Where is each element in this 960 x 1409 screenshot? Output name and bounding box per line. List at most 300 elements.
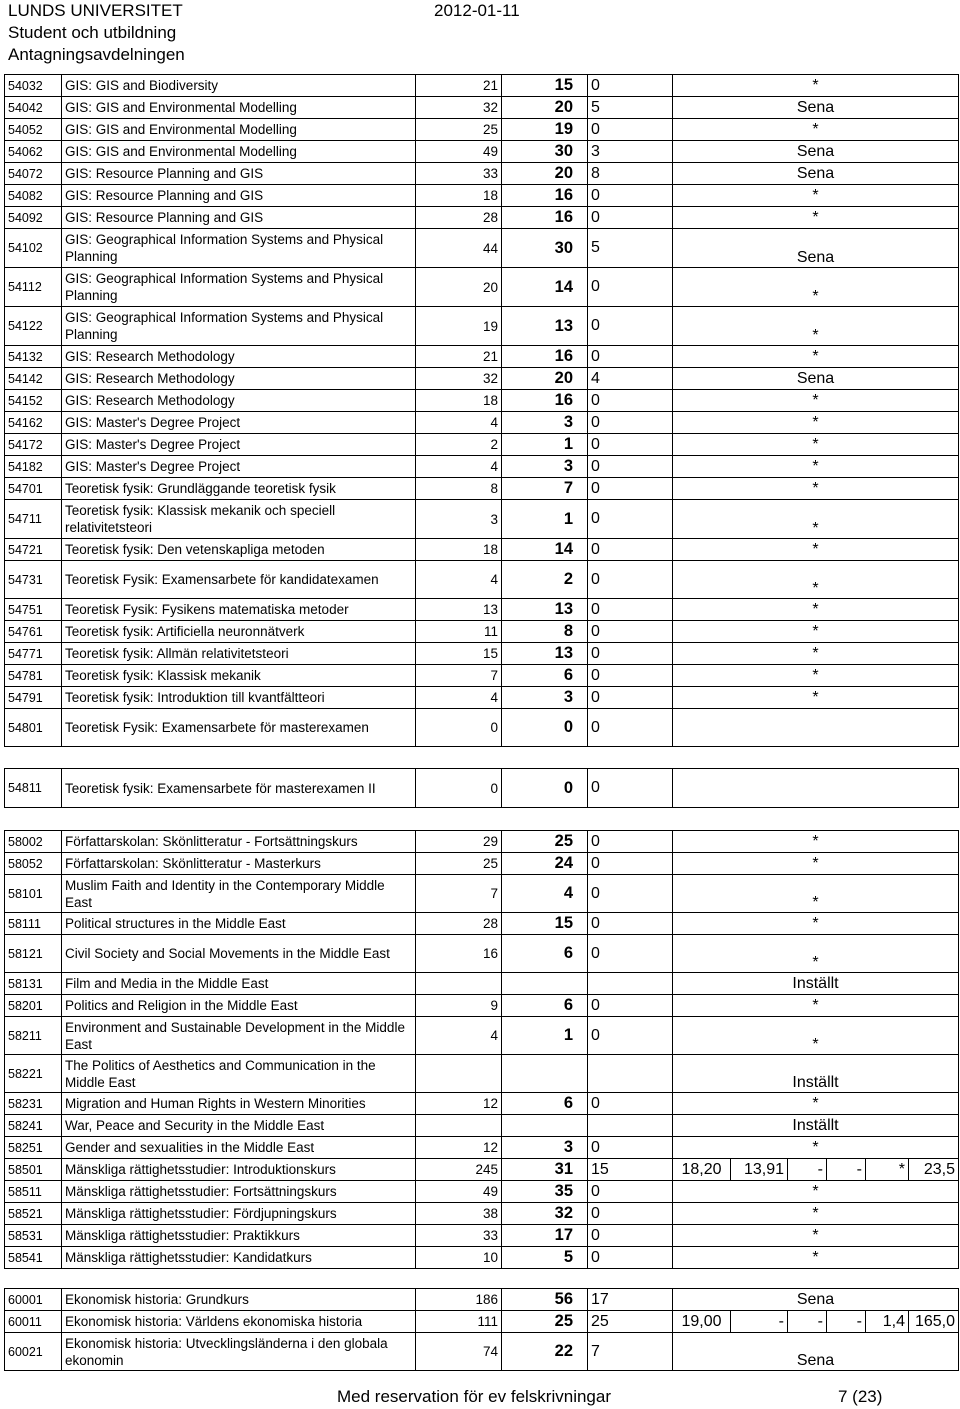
course-name: Teoretisk fysik: Examensarbete för masterexamen II (62, 769, 416, 808)
status-text: Sena (673, 97, 959, 119)
applicants-count: 32 (416, 368, 502, 390)
reserve-count: 0 (588, 995, 673, 1017)
extra-value: - (788, 1159, 827, 1181)
course-code: 58211 (5, 1017, 62, 1055)
course-name: Teoretisk fysik: Artificiella neuronnätverk (62, 621, 416, 643)
status-text: * (673, 853, 959, 875)
admitted-count (502, 1055, 588, 1093)
table-row (5, 434, 959, 456)
course-code: 54791 (5, 687, 62, 709)
reserve-count: 0 (588, 913, 673, 935)
table-row (5, 207, 959, 229)
status-text: * (673, 831, 959, 853)
course-code: 54152 (5, 390, 62, 412)
course-name: Teoretisk fysik: Klassisk mekanik och speciell relativitetsteori (62, 500, 416, 539)
table-row (5, 1137, 959, 1159)
applicants-count: 12 (416, 1137, 502, 1159)
course-name: Mänskliga rättighetsstudier: Fördjupningskurs (62, 1203, 416, 1225)
table-row (5, 368, 959, 390)
course-name: Teoretisk fysik: Introduktion till kvantfältteori (62, 687, 416, 709)
institution-header (8, 0, 185, 66)
applicants-count: 74 (416, 1333, 502, 1371)
table-row (5, 1311, 959, 1333)
status-text: Sena (673, 368, 959, 390)
course-name: Environment and Sustainable Development in the Middle East (62, 1017, 416, 1055)
extra-value: 1,4 (866, 1311, 909, 1333)
course-name: Film and Media in the Middle East (62, 973, 416, 995)
status-text: Sena (673, 1289, 959, 1311)
admitted-count: 1 (502, 434, 588, 456)
reserve-count: 5 (588, 97, 673, 119)
admitted-count: 20 (502, 368, 588, 390)
admitted-count: 1 (502, 1017, 588, 1055)
footer-note: Med reservation för ev felskrivningar (337, 1387, 612, 1406)
applicants-count: 49 (416, 141, 502, 163)
course-code: 60011 (5, 1311, 62, 1333)
table-row (5, 913, 959, 935)
admitted-count: 35 (502, 1181, 588, 1203)
status-text: * (673, 539, 959, 561)
status-text: * (673, 621, 959, 643)
applicants-count: 0 (416, 709, 502, 747)
status-text: * (673, 643, 959, 665)
extra-value: 19,00 (673, 1311, 731, 1333)
admitted-count: 25 (502, 831, 588, 853)
admitted-count: 31 (502, 1159, 588, 1181)
course-code: 58501 (5, 1159, 62, 1181)
department-name: Student och utbildning (8, 23, 177, 42)
admitted-count: 6 (502, 935, 588, 973)
applicants-count: 15 (416, 643, 502, 665)
course-code: 54142 (5, 368, 62, 390)
course-name: GIS: GIS and Biodiversity (62, 75, 416, 97)
reserve-count: 4 (588, 368, 673, 390)
course-name: GIS: Research Methodology (62, 368, 416, 390)
status-text: * (673, 561, 959, 599)
admitted-count: 0 (502, 769, 588, 808)
reserve-count: 0 (588, 665, 673, 687)
admitted-count: 32 (502, 1203, 588, 1225)
extra-value: 13,91 (731, 1159, 788, 1181)
reserve-count: 0 (588, 935, 673, 973)
group-gap (5, 1269, 959, 1289)
reserve-count: 8 (588, 163, 673, 185)
course-name: War, Peace and Security in the Middle East (62, 1115, 416, 1137)
admitted-count: 3 (502, 1137, 588, 1159)
table-row (5, 307, 959, 346)
table-row (5, 75, 959, 97)
table-row (5, 97, 959, 119)
course-code: 60021 (5, 1333, 62, 1371)
course-name: Mänskliga rättighetsstudier: Introduktionskurs (62, 1159, 416, 1181)
table-row (5, 1115, 959, 1137)
reserve-count: 0 (588, 500, 673, 539)
course-name: Migration and Human Rights in Western Minorities (62, 1093, 416, 1115)
course-code: 54721 (5, 539, 62, 561)
page-number: 7 (23) (838, 1387, 883, 1406)
applicants-count (416, 1115, 502, 1137)
course-code: 58101 (5, 875, 62, 913)
admitted-count: 6 (502, 995, 588, 1017)
applicants-count: 25 (416, 853, 502, 875)
admitted-count: 2 (502, 561, 588, 599)
course-code: 54062 (5, 141, 62, 163)
status-text: * (673, 913, 959, 935)
applicants-count: 21 (416, 346, 502, 368)
course-code: 58201 (5, 995, 62, 1017)
table-row (5, 1093, 959, 1115)
admitted-count: 4 (502, 875, 588, 913)
status-text: Inställt (673, 973, 959, 995)
admitted-count: 14 (502, 268, 588, 307)
applicants-count: 12 (416, 1093, 502, 1115)
table-row (5, 995, 959, 1017)
status-text: * (673, 412, 959, 434)
table-row (5, 769, 959, 808)
course-name: Mänskliga rättighetsstudier: Fortsättningskurs (62, 1181, 416, 1203)
status-text: * (673, 75, 959, 97)
reserve-count: 15 (588, 1159, 673, 1181)
admitted-count: 56 (502, 1289, 588, 1311)
course-name: Mänskliga rättighetsstudier: Praktikkurs (62, 1225, 416, 1247)
group-gap (5, 808, 959, 831)
status-text: * (673, 268, 959, 307)
admitted-count: 3 (502, 456, 588, 478)
reserve-count: 0 (588, 1181, 673, 1203)
course-name: GIS: Master's Degree Project (62, 412, 416, 434)
course-code: 58052 (5, 853, 62, 875)
applicants-count: 28 (416, 207, 502, 229)
table-row (5, 539, 959, 561)
course-name: Ekonomisk historia: Grundkurs (62, 1289, 416, 1311)
reserve-count: 17 (588, 1289, 673, 1311)
admitted-count: 3 (502, 412, 588, 434)
course-code: 54162 (5, 412, 62, 434)
status-text: * (673, 995, 959, 1017)
status-text: * (673, 500, 959, 539)
reserve-count: 7 (588, 1333, 673, 1371)
status-text: Sena (673, 229, 959, 268)
course-name: Teoretisk fysik: Den vetenskapliga metoden (62, 539, 416, 561)
course-name: Teoretisk fysik: Allmän relativitetsteori (62, 643, 416, 665)
reserve-count (588, 1055, 673, 1093)
course-name: Författarskolan: Skönlitteratur - Fortsättningskurs (62, 831, 416, 853)
admitted-count: 19 (502, 119, 588, 141)
course-code: 54701 (5, 478, 62, 500)
table-row (5, 1181, 959, 1203)
table-row (5, 1203, 959, 1225)
course-code: 54052 (5, 119, 62, 141)
status-text (673, 769, 959, 808)
table-row (5, 599, 959, 621)
reserve-count: 0 (588, 769, 673, 808)
applicants-count: 4 (416, 412, 502, 434)
course-name: Teoretisk fysik: Grundläggande teoretisk fysik (62, 478, 416, 500)
status-text: * (673, 307, 959, 346)
applicants-count: 18 (416, 539, 502, 561)
applicants-count: 7 (416, 875, 502, 913)
status-text: * (673, 1137, 959, 1159)
course-name: The Politics of Aesthetics and Communication in the Middle East (62, 1055, 416, 1093)
applicants-count: 7 (416, 665, 502, 687)
course-code: 54751 (5, 599, 62, 621)
table-row (5, 1247, 959, 1269)
table-body (5, 75, 959, 1371)
status-text: * (673, 119, 959, 141)
admitted-count (502, 973, 588, 995)
applicants-count: 4 (416, 687, 502, 709)
applicants-count: 11 (416, 621, 502, 643)
table-row (5, 973, 959, 995)
reserve-count: 0 (588, 119, 673, 141)
course-name: GIS: Master's Degree Project (62, 456, 416, 478)
applicants-count: 19 (416, 307, 502, 346)
course-code: 54172 (5, 434, 62, 456)
course-code: 54711 (5, 500, 62, 539)
course-name: GIS: Master's Degree Project (62, 434, 416, 456)
university-name: LUNDS UNIVERSITET (8, 1, 183, 20)
status-text: * (673, 1017, 959, 1055)
reserve-count: 0 (588, 307, 673, 346)
table-row (5, 185, 959, 207)
course-code: 54771 (5, 643, 62, 665)
course-name: GIS: GIS and Environmental Modelling (62, 141, 416, 163)
table-row (5, 621, 959, 643)
table-row (5, 1289, 959, 1311)
admitted-count: 13 (502, 307, 588, 346)
reserve-count: 0 (588, 539, 673, 561)
status-text: * (673, 1093, 959, 1115)
course-code: 58521 (5, 1203, 62, 1225)
course-name: Teoretisk Fysik: Examensarbete för kandidatexamen (62, 561, 416, 599)
course-name: Teoretisk fysik: Klassisk mekanik (62, 665, 416, 687)
course-name: Mänskliga rättighetsstudier: Kandidatkurs (62, 1247, 416, 1269)
course-name: GIS: Research Methodology (62, 346, 416, 368)
table-row (5, 665, 959, 687)
course-code: 58231 (5, 1093, 62, 1115)
admitted-count: 15 (502, 75, 588, 97)
table-row (5, 1333, 959, 1371)
status-text: * (673, 434, 959, 456)
status-text: * (673, 599, 959, 621)
extra-value: - (788, 1311, 827, 1333)
reserve-count: 0 (588, 346, 673, 368)
course-name: GIS: Geographical Information Systems and Physical Planning (62, 307, 416, 346)
table-row (5, 141, 959, 163)
table-row (5, 478, 959, 500)
status-text: * (673, 185, 959, 207)
course-code: 54731 (5, 561, 62, 599)
admitted-count: 16 (502, 207, 588, 229)
table-row (5, 412, 959, 434)
admitted-count: 13 (502, 599, 588, 621)
applicants-count: 33 (416, 1225, 502, 1247)
status-text: * (673, 665, 959, 687)
admitted-count: 0 (502, 709, 588, 747)
course-name: Ekonomisk historia: Världens ekonomiska historia (62, 1311, 416, 1333)
applicants-count: 21 (416, 75, 502, 97)
reserve-count: 0 (588, 434, 673, 456)
applicants-count: 245 (416, 1159, 502, 1181)
course-name: GIS: Research Methodology (62, 390, 416, 412)
status-text: Inställt (673, 1055, 959, 1093)
reserve-count: 0 (588, 1247, 673, 1269)
admitted-count: 7 (502, 478, 588, 500)
reserve-count: 0 (588, 875, 673, 913)
applicants-count: 186 (416, 1289, 502, 1311)
extra-value: 165,0 (909, 1311, 959, 1333)
course-code: 58531 (5, 1225, 62, 1247)
reserve-count: 0 (588, 478, 673, 500)
reserve-count: 0 (588, 207, 673, 229)
admissions-table (4, 74, 959, 1371)
applicants-count: 28 (416, 913, 502, 935)
table-row (5, 119, 959, 141)
applicants-count: 44 (416, 229, 502, 268)
applicants-count: 13 (416, 599, 502, 621)
table-row (5, 229, 959, 268)
table-row (5, 346, 959, 368)
course-code: 58511 (5, 1181, 62, 1203)
status-text: Sena (673, 163, 959, 185)
course-code: 54082 (5, 185, 62, 207)
gap-cell (5, 1269, 959, 1289)
table-row (5, 500, 959, 539)
course-name: Teoretisk Fysik: Examensarbete för masterexamen (62, 709, 416, 747)
table-row (5, 390, 959, 412)
status-text: * (673, 207, 959, 229)
applicants-count (416, 973, 502, 995)
course-code: 54132 (5, 346, 62, 368)
table-row (5, 1017, 959, 1055)
admitted-count: 5 (502, 1247, 588, 1269)
course-code: 54811 (5, 769, 62, 808)
course-name: Political structures in the Middle East (62, 913, 416, 935)
course-code: 54112 (5, 268, 62, 307)
admitted-count: 15 (502, 913, 588, 935)
admitted-count (502, 1115, 588, 1137)
extra-value: * (866, 1159, 909, 1181)
reserve-count: 0 (588, 687, 673, 709)
reserve-count: 0 (588, 268, 673, 307)
admitted-count: 16 (502, 390, 588, 412)
admitted-count: 17 (502, 1225, 588, 1247)
reserve-count: 0 (588, 1017, 673, 1055)
applicants-count: 20 (416, 268, 502, 307)
course-name: GIS: Geographical Information Systems and Physical Planning (62, 268, 416, 307)
reserve-count: 25 (588, 1311, 673, 1333)
report-date: 2012-01-11 (434, 1, 520, 20)
reserve-count: 0 (588, 831, 673, 853)
course-code: 54122 (5, 307, 62, 346)
admitted-count: 25 (502, 1311, 588, 1333)
admitted-count: 1 (502, 500, 588, 539)
reserve-count: 3 (588, 141, 673, 163)
course-name: Civil Society and Social Movements in the Middle East (62, 935, 416, 973)
course-code: 58221 (5, 1055, 62, 1093)
course-code: 60001 (5, 1289, 62, 1311)
status-text: * (673, 456, 959, 478)
reserve-count (588, 973, 673, 995)
course-name: GIS: GIS and Environmental Modelling (62, 97, 416, 119)
table-row (5, 1055, 959, 1093)
reserve-count: 0 (588, 621, 673, 643)
applicants-count: 9 (416, 995, 502, 1017)
course-name: GIS: Resource Planning and GIS (62, 185, 416, 207)
table-row (5, 1159, 959, 1181)
reserve-count: 0 (588, 185, 673, 207)
reserve-count: 0 (588, 599, 673, 621)
status-text: Sena (673, 1333, 959, 1371)
table-row (5, 935, 959, 973)
status-text: * (673, 390, 959, 412)
applicants-count: 3 (416, 500, 502, 539)
applicants-count: 25 (416, 119, 502, 141)
reserve-count: 0 (588, 75, 673, 97)
admitted-count: 24 (502, 853, 588, 875)
course-name: Ekonomisk historia: Utvecklingsländerna i den globala ekonomin (62, 1333, 416, 1371)
applicants-count: 0 (416, 769, 502, 808)
applicants-count: 16 (416, 935, 502, 973)
reserve-count: 0 (588, 1203, 673, 1225)
applicants-count: 4 (416, 1017, 502, 1055)
admitted-count: 20 (502, 97, 588, 119)
course-code: 54182 (5, 456, 62, 478)
course-code: 54092 (5, 207, 62, 229)
extra-value: - (827, 1311, 866, 1333)
gap-cell (5, 808, 959, 831)
table-row (5, 163, 959, 185)
admitted-count: 30 (502, 141, 588, 163)
reserve-count (588, 1115, 673, 1137)
applicants-count: 49 (416, 1181, 502, 1203)
admitted-count: 13 (502, 643, 588, 665)
status-text: * (673, 346, 959, 368)
course-code: 58251 (5, 1137, 62, 1159)
reserve-count: 0 (588, 456, 673, 478)
course-code: 58131 (5, 973, 62, 995)
table-row (5, 853, 959, 875)
reserve-count: 5 (588, 229, 673, 268)
reserve-count: 0 (588, 709, 673, 747)
applicants-count: 10 (416, 1247, 502, 1269)
reserve-count: 0 (588, 412, 673, 434)
status-text: * (673, 935, 959, 973)
reserve-count: 0 (588, 561, 673, 599)
office-name: Antagningsavdelningen (8, 45, 185, 64)
applicants-count: 4 (416, 456, 502, 478)
status-text: * (673, 875, 959, 913)
course-code: 54761 (5, 621, 62, 643)
reserve-count: 0 (588, 1093, 673, 1115)
course-code: 58111 (5, 913, 62, 935)
status-text: Sena (673, 141, 959, 163)
extra-value: 23,5 (909, 1159, 959, 1181)
course-name: Teoretisk Fysik: Fysikens matematiska metoder (62, 599, 416, 621)
reserve-count: 0 (588, 390, 673, 412)
course-code: 54801 (5, 709, 62, 747)
admitted-count: 8 (502, 621, 588, 643)
admitted-count: 14 (502, 539, 588, 561)
status-text: Inställt (673, 1115, 959, 1137)
course-code: 58541 (5, 1247, 62, 1269)
course-code: 54102 (5, 229, 62, 268)
admitted-count: 6 (502, 1093, 588, 1115)
applicants-count: 8 (416, 478, 502, 500)
applicants-count (416, 1055, 502, 1093)
gap-cell (5, 747, 959, 769)
applicants-count: 18 (416, 390, 502, 412)
